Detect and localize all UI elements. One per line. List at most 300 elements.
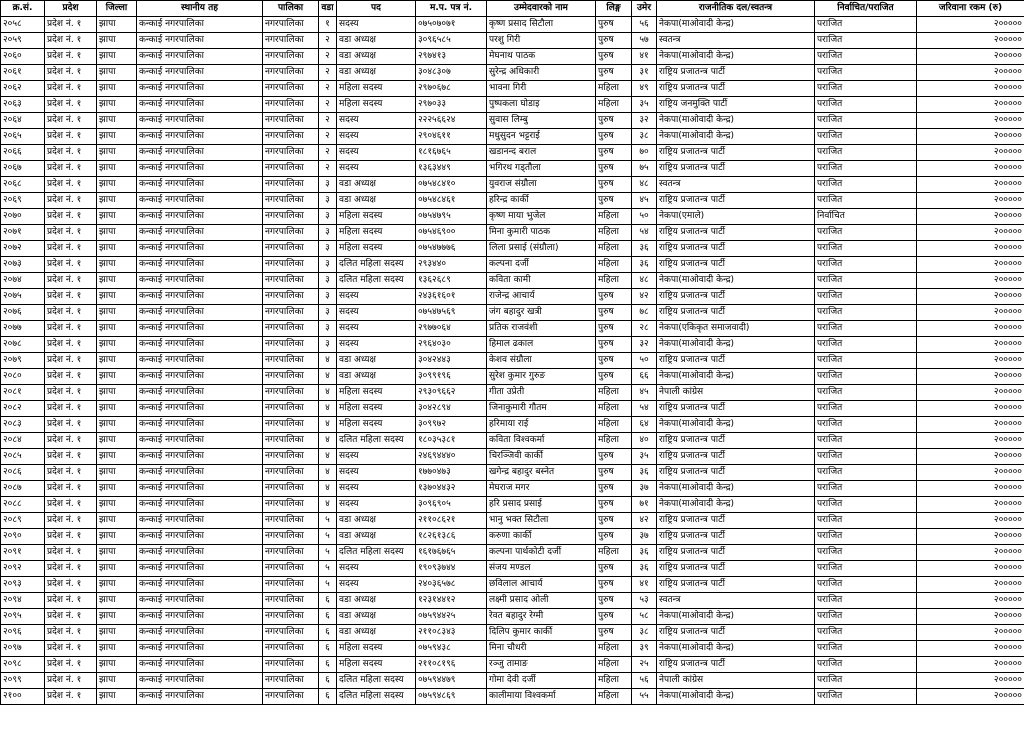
cell-palika: नगरपालिका (263, 177, 319, 193)
cell-palika: नगरपालिका (263, 161, 319, 177)
cell-local-body: कन्काई नगरपालिका (137, 433, 263, 449)
cell-result: पराजित (815, 257, 917, 273)
cell-candidate-name: मेघनाथ पाठक (487, 49, 596, 65)
cell-candidate-name: भानु भक्त सिटौला (487, 513, 596, 529)
cell-age: ५३ (632, 593, 657, 609)
cell-palika: नगरपालिका (263, 17, 319, 33)
cell-serial: २०८३ (1, 417, 45, 433)
cell-fine-amount: २००००० (917, 577, 1024, 593)
cell-province: प्रदेश नं. १ (45, 97, 97, 113)
cell-province: प्रदेश नं. १ (45, 193, 97, 209)
cell-result: पराजित (815, 385, 917, 401)
cell-local-body: कन्काई नगरपालिका (137, 689, 263, 705)
cell-age: ५७ (632, 33, 657, 49)
cell-post: महिला सदस्य (337, 97, 416, 113)
cell-palika: नगरपालिका (263, 529, 319, 545)
cell-gender: पुरुष (596, 497, 632, 513)
cell-ward: ३ (319, 209, 337, 225)
cell-gender: पुरुष (596, 65, 632, 81)
header-age: उमेर (632, 1, 657, 17)
cell-fine-amount: २००००० (917, 497, 1024, 513)
cell-post: सदस्य (337, 289, 416, 305)
cell-palika: नगरपालिका (263, 257, 319, 273)
cell-local-body: कन्काई नगरपालिका (137, 209, 263, 225)
table-row (1, 353, 1024, 369)
cell-result: पराजित (815, 689, 917, 705)
table-row (1, 417, 1024, 433)
cell-local-body: कन्काई नगरपालिका (137, 65, 263, 81)
cell-serial: २०६८ (1, 177, 45, 193)
cell-party: राष्ट्रिय प्रजातन्त्र पार्टी (657, 465, 815, 481)
cell-serial: २०८६ (1, 465, 45, 481)
cell-fine-amount: २००००० (917, 145, 1024, 161)
cell-result: पराजित (815, 305, 917, 321)
cell-post: दलित महिला सदस्य (337, 433, 416, 449)
cell-age: ५४ (632, 225, 657, 241)
cell-district: झापा (97, 497, 137, 513)
cell-post: सदस्य (337, 129, 416, 145)
cell-candidate-name: जिनाकुमारी गौतम (487, 401, 596, 417)
cell-nomination-no: १७७०४७३ (416, 465, 487, 481)
cell-candidate-name: कृष्ण प्रसाद सिटौला (487, 17, 596, 33)
cell-post: दलित महिला सदस्य (337, 689, 416, 705)
cell-district: झापा (97, 689, 137, 705)
cell-serial: २०६७ (1, 161, 45, 177)
cell-result: पराजित (815, 593, 917, 609)
cell-ward: २ (319, 161, 337, 177)
cell-fine-amount: २००००० (917, 161, 1024, 177)
cell-result: पराजित (815, 577, 917, 593)
cell-local-body: कन्काई नगरपालिका (137, 401, 263, 417)
cell-serial: २०७३ (1, 257, 45, 273)
cell-province: प्रदेश नं. १ (45, 33, 97, 49)
cell-age: ४५ (632, 193, 657, 209)
cell-gender: महिला (596, 657, 632, 673)
cell-fine-amount: २००००० (917, 177, 1024, 193)
cell-candidate-name: कविता विश्वकर्मा (487, 433, 596, 449)
cell-age: ४२ (632, 513, 657, 529)
cell-province: प्रदेश नं. १ (45, 129, 97, 145)
cell-serial: २०९८ (1, 657, 45, 673)
cell-candidate-name: केशव संग्रौला (487, 353, 596, 369)
table-row (1, 609, 1024, 625)
cell-gender: पुरुष (596, 353, 632, 369)
cell-serial: २०७६ (1, 305, 45, 321)
cell-age: ४० (632, 433, 657, 449)
cell-local-body: कन्काई नगरपालिका (137, 577, 263, 593)
cell-serial: २०७९ (1, 353, 45, 369)
cell-candidate-name: खडानन्द बराल (487, 145, 596, 161)
cell-post: वडा अध्यक्ष (337, 513, 416, 529)
cell-nomination-no: १३७०४४३२ (416, 481, 487, 497)
cell-province: प्रदेश नं. १ (45, 225, 97, 241)
cell-province: प्रदेश नं. १ (45, 465, 97, 481)
cell-nomination-no: ०७५४७९५ (416, 209, 487, 225)
cell-district: झापा (97, 673, 137, 689)
cell-post: सदस्य (337, 497, 416, 513)
cell-ward: ३ (319, 305, 337, 321)
cell-age: ३९ (632, 641, 657, 657)
cell-result: पराजित (815, 561, 917, 577)
cell-age: ७५ (632, 161, 657, 177)
cell-party: राष्ट्रिय प्रजातन्त्र पार्टी (657, 657, 815, 673)
cell-gender: महिला (596, 417, 632, 433)
cell-province: प्रदेश नं. १ (45, 513, 97, 529)
cell-province: प्रदेश नं. १ (45, 337, 97, 353)
cell-fine-amount: २००००० (917, 337, 1024, 353)
cell-result: पराजित (815, 497, 917, 513)
cell-gender: पुरुष (596, 337, 632, 353)
cell-post: वडा अध्यक्ष (337, 353, 416, 369)
table-row (1, 33, 1024, 49)
cell-ward: ४ (319, 481, 337, 497)
table-row (1, 113, 1024, 129)
cell-local-body: कन्काई नगरपालिका (137, 289, 263, 305)
cell-post: महिला सदस्य (337, 225, 416, 241)
cell-age: ६६ (632, 369, 657, 385)
cell-party: नेकपा(माओवादी केन्द्र) (657, 481, 815, 497)
cell-province: प्रदेश नं. १ (45, 561, 97, 577)
cell-local-body: कन्काई नगरपालिका (137, 369, 263, 385)
cell-post: सदस्य (337, 577, 416, 593)
table-row (1, 257, 1024, 273)
cell-nomination-no: २११०८६२१ (416, 513, 487, 529)
cell-gender: पुरुष (596, 129, 632, 145)
cell-ward: ४ (319, 369, 337, 385)
cell-ward: २ (319, 33, 337, 49)
table-body (1, 17, 1024, 705)
cell-local-body: कन्काई नगरपालिका (137, 337, 263, 353)
cell-ward: २ (319, 145, 337, 161)
cell-age: ३२ (632, 337, 657, 353)
cell-palika: नगरपालिका (263, 289, 319, 305)
cell-fine-amount: २००००० (917, 609, 1024, 625)
cell-post: दलित महिला सदस्य (337, 257, 416, 273)
cell-party: नेकपा(एकिकृत समाजवादी) (657, 321, 815, 337)
header-province: प्रदेश (45, 1, 97, 17)
cell-province: प्रदेश नं. १ (45, 449, 97, 465)
cell-party: राष्ट्रिय प्रजातन्त्र पार्टी (657, 305, 815, 321)
cell-serial: २०८८ (1, 497, 45, 513)
cell-fine-amount: २००००० (917, 81, 1024, 97)
cell-ward: ५ (319, 545, 337, 561)
cell-post: वडा अध्यक्ष (337, 593, 416, 609)
cell-result: पराजित (815, 241, 917, 257)
cell-ward: ६ (319, 673, 337, 689)
cell-serial: २०७० (1, 209, 45, 225)
cell-nomination-no: ३०४२८९४ (416, 401, 487, 417)
cell-candidate-name: खगेन्द्र बहादुर बस्नेत (487, 465, 596, 481)
table-row (1, 17, 1024, 33)
cell-district: झापा (97, 161, 137, 177)
cell-province: प्रदेश नं. १ (45, 593, 97, 609)
cell-nomination-no: २४०३६५७८ (416, 577, 487, 593)
cell-candidate-name: कालीमाया विश्वकर्मा (487, 689, 596, 705)
cell-local-body: कन्काई नगरपालिका (137, 129, 263, 145)
cell-result: पराजित (815, 449, 917, 465)
cell-candidate-name: हरि प्रसाद प्रसाई (487, 497, 596, 513)
cell-district: झापा (97, 449, 137, 465)
cell-local-body: कन्काई नगरपालिका (137, 97, 263, 113)
cell-age: ५८ (632, 609, 657, 625)
cell-age: ३६ (632, 561, 657, 577)
header-fine-amount: जरिवाना रकम (रु) (917, 1, 1024, 17)
cell-age: ४८ (632, 273, 657, 289)
cell-fine-amount: २००००० (917, 689, 1024, 705)
cell-district: झापा (97, 417, 137, 433)
cell-candidate-name: जंग बहादुर खत्री (487, 305, 596, 321)
cell-post: महिला सदस्य (337, 417, 416, 433)
cell-district: झापा (97, 401, 137, 417)
cell-gender: पुरुष (596, 161, 632, 177)
cell-candidate-name: राजेन्द्र आचार्य (487, 289, 596, 305)
cell-province: प्रदेश नं. १ (45, 305, 97, 321)
cell-gender: महिला (596, 433, 632, 449)
cell-age: ५५ (632, 689, 657, 705)
cell-district: झापा (97, 593, 137, 609)
cell-fine-amount: २००००० (917, 49, 1024, 65)
cell-district: झापा (97, 241, 137, 257)
cell-nomination-no: १८२६१३८६ (416, 529, 487, 545)
cell-candidate-name: रञ्जु तामाङ (487, 657, 596, 673)
cell-nomination-no: २४६९४४४० (416, 449, 487, 465)
cell-palika: नगरपालिका (263, 513, 319, 529)
cell-age: ७८ (632, 305, 657, 321)
cell-palika: नगरपालिका (263, 497, 319, 513)
cell-district: झापा (97, 641, 137, 657)
cell-ward: २ (319, 81, 337, 97)
cell-province: प्रदेश नं. १ (45, 209, 97, 225)
cell-ward: २ (319, 129, 337, 145)
cell-palika: नगरपालिका (263, 449, 319, 465)
cell-gender: पुरुष (596, 481, 632, 497)
cell-serial: २०९५ (1, 609, 45, 625)
cell-result: पराजित (815, 161, 917, 177)
cell-local-body: कन्काई नगरपालिका (137, 145, 263, 161)
cell-result: पराजित (815, 145, 917, 161)
cell-ward: ४ (319, 465, 337, 481)
cell-province: प्रदेश नं. १ (45, 273, 97, 289)
table-row (1, 177, 1024, 193)
cell-result: पराजित (815, 545, 917, 561)
table-row (1, 401, 1024, 417)
cell-post: महिला सदस्य (337, 657, 416, 673)
cell-fine-amount: २००००० (917, 385, 1024, 401)
cell-fine-amount: २००००० (917, 65, 1024, 81)
cell-gender: महिला (596, 641, 632, 657)
cell-ward: ६ (319, 593, 337, 609)
cell-fine-amount: २००००० (917, 257, 1024, 273)
header-party: राजनीतिक दल/स्वतन्त्र (657, 1, 815, 17)
table-row (1, 497, 1024, 513)
cell-gender: महिला (596, 273, 632, 289)
cell-fine-amount: २००००० (917, 369, 1024, 385)
cell-district: झापा (97, 657, 137, 673)
cell-result: पराजित (815, 97, 917, 113)
cell-local-body: कन्काई नगरपालिका (137, 257, 263, 273)
cell-local-body: कन्काई नगरपालिका (137, 17, 263, 33)
cell-fine-amount: २००००० (917, 593, 1024, 609)
cell-serial: २०८५ (1, 449, 45, 465)
cell-gender: पुरुष (596, 529, 632, 545)
cell-province: प्रदेश नं. १ (45, 657, 97, 673)
cell-palika: नगरपालिका (263, 545, 319, 561)
cell-ward: ४ (319, 401, 337, 417)
cell-age: ३७ (632, 481, 657, 497)
cell-province: प्रदेश नं. १ (45, 289, 97, 305)
header-candidate-name: उम्मेदवारको नाम (487, 1, 596, 17)
cell-candidate-name: प्रतिक राजवंशी (487, 321, 596, 337)
cell-party: स्वतन्त्र (657, 593, 815, 609)
cell-serial: २०९४ (1, 593, 45, 609)
cell-gender: पुरुष (596, 49, 632, 65)
cell-province: प्रदेश नं. १ (45, 177, 97, 193)
cell-serial: २०५८ (1, 17, 45, 33)
cell-district: झापा (97, 209, 137, 225)
cell-local-body: कन्काई नगरपालिका (137, 449, 263, 465)
header-nomination-no: म.प. पत्र नं. (416, 1, 487, 17)
cell-party: राष्ट्रिय जनमुक्ति पार्टी (657, 97, 815, 113)
cell-ward: ३ (319, 273, 337, 289)
table-row (1, 529, 1024, 545)
cell-nomination-no: ०७५४७५६९ (416, 305, 487, 321)
cell-local-body: कन्काई नगरपालिका (137, 641, 263, 657)
cell-age: ३६ (632, 241, 657, 257)
cell-nomination-no: ०७५९४३८ (416, 641, 487, 657)
cell-palika: नगरपालिका (263, 401, 319, 417)
cell-gender: पुरुष (596, 609, 632, 625)
cell-local-body: कन्काई नगरपालिका (137, 593, 263, 609)
cell-district: झापा (97, 177, 137, 193)
cell-district: झापा (97, 193, 137, 209)
cell-age: ३५ (632, 97, 657, 113)
cell-party: राष्ट्रिय प्रजातन्त्र पार्टी (657, 65, 815, 81)
cell-fine-amount: २००००० (917, 545, 1024, 561)
cell-post: सदस्य (337, 113, 416, 129)
cell-fine-amount: २००००० (917, 513, 1024, 529)
cell-district: झापा (97, 289, 137, 305)
cell-palika: नगरपालिका (263, 337, 319, 353)
cell-palika: नगरपालिका (263, 273, 319, 289)
cell-result: पराजित (815, 81, 917, 97)
cell-gender: पुरुष (596, 33, 632, 49)
table-row (1, 545, 1024, 561)
cell-result: पराजित (815, 33, 917, 49)
cell-fine-amount: २००००० (917, 641, 1024, 657)
cell-nomination-no: २९७०६७८ (416, 81, 487, 97)
cell-result: पराजित (815, 369, 917, 385)
table-row (1, 369, 1024, 385)
cell-nomination-no: ३०४८३०७ (416, 65, 487, 81)
table-row (1, 65, 1024, 81)
table-row (1, 241, 1024, 257)
cell-candidate-name: गोमा देवी दर्जी (487, 673, 596, 689)
cell-post: महिला सदस्य (337, 401, 416, 417)
cell-fine-amount: २००००० (917, 225, 1024, 241)
cell-palika: नगरपालिका (263, 113, 319, 129)
cell-serial: २०९७ (1, 641, 45, 657)
cell-palika: नगरपालिका (263, 577, 319, 593)
cell-age: ५० (632, 353, 657, 369)
cell-ward: २ (319, 49, 337, 65)
cell-nomination-no: १९०९३७४४ (416, 561, 487, 577)
cell-result: पराजित (815, 513, 917, 529)
cell-ward: १ (319, 17, 337, 33)
cell-fine-amount: २००००० (917, 305, 1024, 321)
cell-post: दलित महिला सदस्य (337, 545, 416, 561)
cell-serial: २०८१ (1, 385, 45, 401)
cell-result: पराजित (815, 273, 917, 289)
cell-local-body: कन्काई नगरपालिका (137, 193, 263, 209)
cell-serial: २०६९ (1, 193, 45, 209)
cell-candidate-name: चिरञ्जिवी कार्की (487, 449, 596, 465)
cell-gender: पुरुष (596, 369, 632, 385)
cell-fine-amount: २००००० (917, 433, 1024, 449)
cell-local-body: कन्काई नगरपालिका (137, 657, 263, 673)
cell-ward: २ (319, 113, 337, 129)
cell-ward: ३ (319, 257, 337, 273)
cell-palika: नगरपालिका (263, 369, 319, 385)
cell-candidate-name: संजय मण्डल (487, 561, 596, 577)
cell-age: ४८ (632, 177, 657, 193)
cell-province: प्रदेश नं. १ (45, 481, 97, 497)
cell-local-body: कन्काई नगरपालिका (137, 161, 263, 177)
cell-province: प्रदेश नं. १ (45, 529, 97, 545)
cell-palika: नगरपालिका (263, 689, 319, 705)
table-row (1, 273, 1024, 289)
cell-result: पराजित (815, 609, 917, 625)
cell-age: ३८ (632, 129, 657, 145)
cell-province: प्रदेश नं. १ (45, 369, 97, 385)
cell-palika: नगरपालिका (263, 433, 319, 449)
cell-fine-amount: २००००० (917, 529, 1024, 545)
cell-post: वडा अध्यक्ष (337, 33, 416, 49)
cell-post: महिला सदस्य (337, 385, 416, 401)
cell-gender: पुरुष (596, 465, 632, 481)
cell-party: नेकपा(माओवादी केन्द्र) (657, 609, 815, 625)
cell-serial: २०७५ (1, 289, 45, 305)
cell-province: प्रदेश नं. १ (45, 241, 97, 257)
cell-party: राष्ट्रिय प्रजातन्त्र पार्टी (657, 353, 815, 369)
cell-nomination-no: ०७५४८४१० (416, 177, 487, 193)
cell-local-body: कन्काई नगरपालिका (137, 497, 263, 513)
cell-nomination-no: २९७०३३ (416, 97, 487, 113)
cell-post: वडा अध्यक्ष (337, 609, 416, 625)
cell-party: राष्ट्रिय प्रजातन्त्र पार्टी (657, 81, 815, 97)
cell-nomination-no: १८०३५३८१ (416, 433, 487, 449)
cell-serial: २०७७ (1, 321, 45, 337)
cell-result: पराजित (815, 321, 917, 337)
cell-post: वडा अध्यक्ष (337, 529, 416, 545)
cell-party: राष्ट्रिय प्रजातन्त्र पार्टी (657, 145, 815, 161)
cell-local-body: कन्काई नगरपालिका (137, 609, 263, 625)
cell-local-body: कन्काई नगरपालिका (137, 561, 263, 577)
cell-result: पराजित (815, 289, 917, 305)
cell-ward: ५ (319, 577, 337, 593)
cell-candidate-name: सुरेन्द्र अधिकारी (487, 65, 596, 81)
cell-nomination-no: ३०९६९०५ (416, 497, 487, 513)
cell-age: ५६ (632, 673, 657, 689)
cell-party: राष्ट्रिय प्रजातन्त्र पार्टी (657, 545, 815, 561)
cell-district: झापा (97, 225, 137, 241)
cell-palika: नगरपालिका (263, 657, 319, 673)
cell-age: ३६ (632, 257, 657, 273)
cell-gender: पुरुष (596, 513, 632, 529)
cell-fine-amount: २००००० (917, 673, 1024, 689)
cell-party: नेकपा(एमाले) (657, 209, 815, 225)
cell-party: राष्ट्रिय प्रजातन्त्र पार्टी (657, 241, 815, 257)
cell-result: पराजित (815, 193, 917, 209)
